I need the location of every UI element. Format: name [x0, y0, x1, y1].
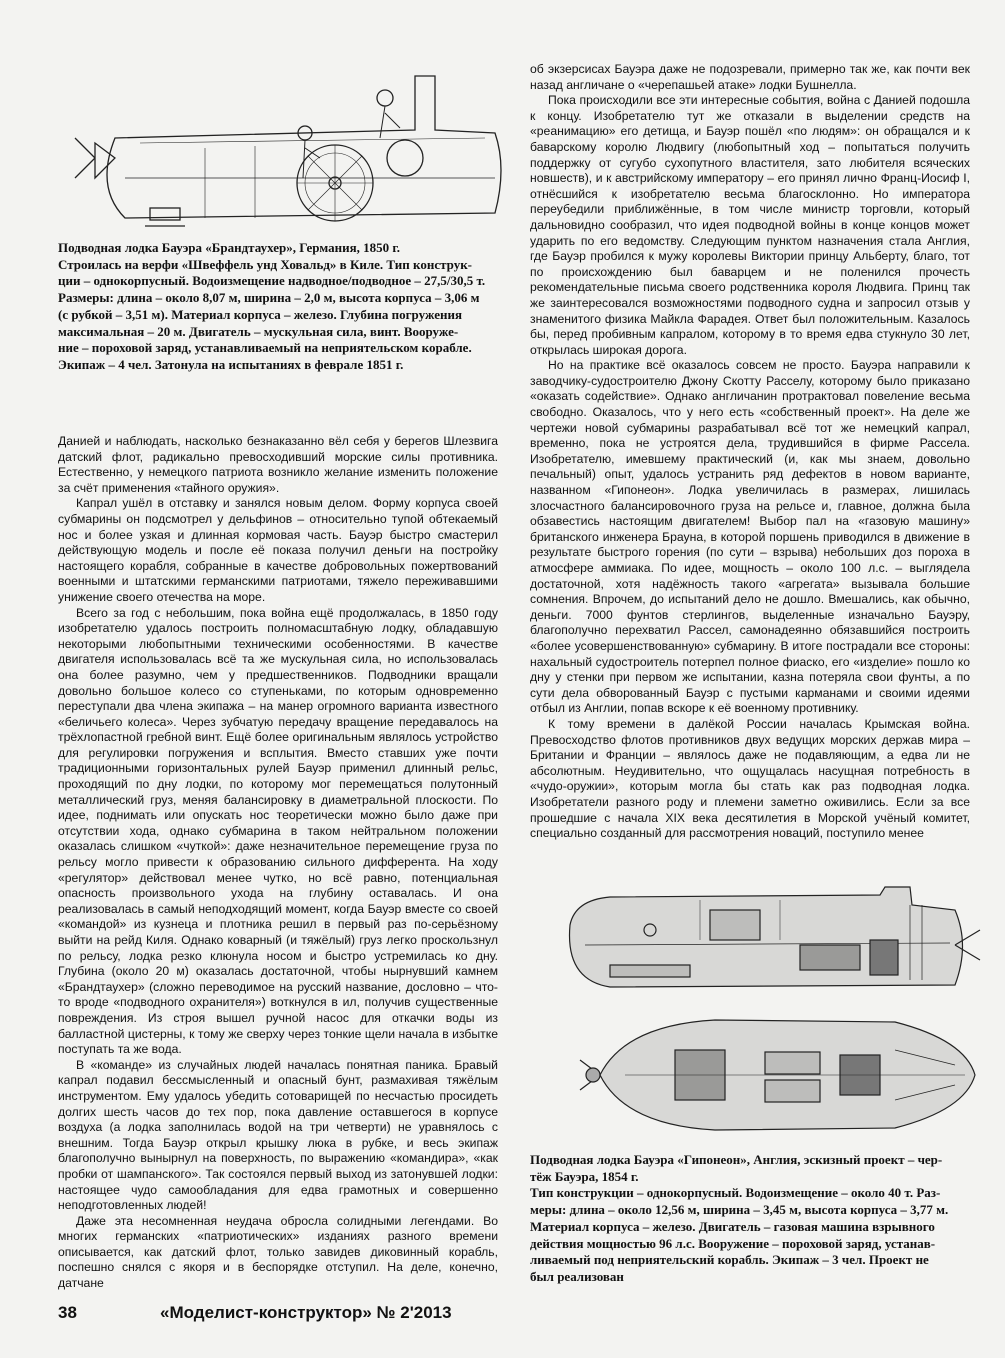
paragraph: В «команде» из случайных людей началась понятная паника. Бравый капрал подавил бессмысленный и опасный бунт, размахивая тяжёлым инструментом. Ему удалось убедить сотоварищей по несчастью просидеть долгих шесть часов до тех пор, пока давление оставшегося в корпусе воздуха (а лодка заполнилась водой на три четверти) не уравнялось с внешним. Тогда Бауэр открыл крышку люка в рубке, и весь экипаж благополучно вынырнул на поверхность, по выражению «командира», «как пробки от шампанского». Так состоялся первый выход из затонувшей лодки: настоящее чудо самообладания для едва грамотных и совершенно неподготовленных людей!: [58, 1057, 498, 1213]
caption-line: был реализован: [530, 1268, 624, 1284]
paragraph: Капрал ушёл в отставку и занялся новым делом. Форму корпуса своей субмарины он подсмотрел у дельфинов – относительно тупой обтекаемый нос и более узкая и длинная кормовая часть. Бауэр быстро смастерил действующую модель и после её показа получил деньги на постройку настоящего корабля, собранные в качестве добровольных пожертвований военными и штатскими германскими патриотами, тяжело переживавшими унижение своего отечества на море.: [58, 496, 498, 604]
hyponeon-caption: [530, 1152, 970, 1286]
caption-line: Строилась на верфи «Швеффель унд Ховальд» в Киле. Тип конструк-: [58, 256, 473, 272]
page-footer: [58, 1303, 498, 1327]
caption-line: максимальная – 20 м. Двигатель – мускульная сила, винт. Вооруже-: [58, 323, 459, 339]
caption-line: тёж Бауэра, 1854 г.: [530, 1168, 639, 1184]
paragraph: Даже эта несомненная неудача обросла солидными легендами. Во многих германских «патриотических» изданиях разного времени описывается, как датский флот, только завидев диковинный корабль, поспешно снялся с якоря и в беспорядке отступил. На деле, конечно, датчане: [58, 1213, 498, 1291]
hyponeon-top-drawing: [565, 1010, 985, 1140]
caption-line: Материал корпуса – железо. Двигатель – газовая машина взрывного: [530, 1218, 935, 1234]
hyponeon-side-drawing: [550, 885, 985, 1005]
caption-line: Подводная лодка Бауэра «Брандтаухер», Германия, 1850 г.: [58, 240, 401, 255]
caption-line: меры: длина – около 12,56 м, ширина – 3,45 м, высота корпуса – 3,77 м.: [530, 1202, 949, 1218]
brandtaucher-drawing: [55, 38, 510, 233]
caption-line: ции – однокорпусный. Водоизмещение надводное/подводное – 27,5/30,5 т.: [58, 273, 486, 289]
brandtaucher-caption: [58, 240, 498, 374]
caption-line: Экипаж – 4 чел. Затонула на испытаниях в феврале 1851 г.: [58, 356, 404, 372]
caption-line: Тип конструкции – однокорпусный. Водоизмещение – около 40 т. Раз-: [530, 1185, 941, 1201]
paragraph: Всего за год с небольшим, пока война ещё продолжалась, в 1850 году изобретателю удалось построить полномасштабную лодку, обладавшую некоторыми любопытными техническими особенностями. В качестве двигателя использовалась всё та же мускульная сила, но использовалась она более разумно, чем у предшественников. Подводники вращали довольно большое колесо со ступеньками, по которым одновременно переступали два члена экипажа – на манер огромного варианта известного «беличьего колеса». Через зубчатую передачу вращение передавалось на трёхлопастной гребной винт. Ещё более оригинальным являлось устройство для регулировки погружения и всплытия. Вместо ставших уже почти традиционными горизонтальных рулей Бауэр применил длинный рельс, проходящий по дну лодки, по которому мог перемещаться полутонный металлический груз, меняя балансировку в диаметральной плоскости. По идее, поднимать или опускать нос теоретически можно было даже при отсутствии хода, однако субмарина в таком нейтральном положении оказалась слишком «чуткой»: даже незначительное перемещение груза по рельсу могло привести к образованию сильного дифферента. На ходу «регулятор» действовал менее чутко, но всё равно, потенциальная опасность произвольного ухода на глубину оставалась. И она реализовалась в самый неподходящий момент, когда Бауэр вместе со своей «командой» из кузнеца и плотника решил в первый раз по-серьёзному выйти на рейд Киля. Однако коварный (и тяжёлый) груз легко проскользнул по рельсу, лодка резко клюнула носом и быстро устремилась ко дну. Глубина (около 20 м) оказалась достаточной, чтобы нырнувший камнем «Брандтаухер» (сложно переводимое на русский название, дословно – что-то вроде «подводного охранителя») воткнулся в ил, получив существенные повреждения. Из строя вышел ручной насос для откачки воды из балластной цистерны, к тому же сверху через тонкие щели начала в избытке поступать та же вода.: [58, 605, 498, 1057]
left-column: [58, 434, 498, 1292]
caption-line: Размеры: длина – около 8,07 м, ширина – 2,0 м, высота корпуса – 3,06 м: [58, 290, 480, 306]
paragraph: Пока происходили все эти интересные события, война с Данией подошла к концу. Изобретателю тут же отказали в выделении средств на «реанимацию» его детища, и Бауэр пошёл «по людям»: он обращался и к баварскому королю Людвигу (любопытный ход – попытаться получить поддержку от сугубо сухопутного властителя, зато любителя всяческих новшеств), и к австрийскому императору – его принял лично Франц-Иосиф I, отнёсшийся к изобретателю весьма благосклонно. Но императора переубедили приближённые, в том числе министр торговли, который дальновидно сообразил, что идея подводной войны в конце концов может ударить по его ведомству. Следующим пунктом назначения стала Англия, где Бауэр пробился к мужу королевы Виктории принцу Альберту, благо, тот по происхождению был баварцем и не поленился прочесть рекомендательные письма своего родственника короля Людвига. Принц так же заинтересовался возможностями подводного судна и запросил отзыв у знаменитого физика Майкла Фарадея. Ответ был положительным. Казалось бы, перед пробивным капралом, которому в то время едва стукнуло 30 лет, открылась широкая дорога.: [530, 93, 970, 357]
magazine-title: «Моделист-конструктор» № 2'2013: [160, 1303, 452, 1322]
page-number: 38: [58, 1303, 77, 1322]
paragraph: Данией и наблюдать, насколько безнаказанно вёл себя у берегов Шлезвига датский флот, радикально превосходивший морские силы противника. Естественно, у немецкого патриота возникло желание изменить положение за счёт применения «тайного оружия».: [58, 434, 498, 495]
paragraph: К тому времени в далёкой России началась Крымская война. Превосходство флотов противников двух ведущих морских держав мира – Британии и Франции – являлось даже не подавляющим, а едва ли не абсолютным. Неудивительно, что ощущалась насущная потребность в «чудо-оружии», которым могла бы стать как раз подводная лодка. Изобретатели разного роду и племени заметно оживились. Если за все прошедшие с начала XIX века десятилетия в Морской учёный комитет, специально созданный для рассмотрения новаций, поступило менее: [530, 716, 970, 841]
caption-line: действия мощностью 96 л.с. Вооружение – пороховой заряд, устанав-: [530, 1235, 936, 1251]
paragraph: Но на практике всё оказалось совсем не просто. Бауэра направили к заводчику-судостроителю Джону Скотту Расселу, которому было приказано «оказать содействие». Однако англичанин протрактовал повеление весьма свободно. Оказалось, что у него есть «собственный проект». На деле же чертежи новой субмарины разрабатывал всё тот же немецкий капрал, временно, пока не устроятся дела, трудившийся в фирме Рассела. Изобретателю, имевшему практический (и, как мы знаем, довольно печальный) опыт, удалось устранить ряд дефектов в новом варианте, названном «Гипонеон». Лодка увеличилась в размерах, лишилась злосчастного балансировочного груза на рельсе и, главное, должна была обзавестись настоящим двигателем! Выбор пал на «газовую машину» британского инженера Брауна, в которой поршень приводился в движение в результате быстрого горения (по сути – взрыва) небольших доз пороха в атмосфере аммиака. По идее, мощность – около 100 л.с. – выглядела достаточной, хотя надёжность такого «агрегата» вызывала большие сомнения. Впрочем, до испытаний дело не дошло. Вмешались, как обычно, деньги. 7000 фунтов стерлингов, выделенные изначально Бауэру, благополучно перехватил Рассел, самонадеянно обязавшийся построить «более усовершенствованную» субмарину. В итоге пострадали все стороны: нахальный судостроитель потерпел полное фиаско, его «изделие» пошло ко дну у стенки при первом же испытании, казна потеряла свои фунты, а по сути дела обворованный Бауэр с пустыми карманами и своими идеями отбыл из Англии, попав вскоре к её военному противнику.: [530, 358, 970, 716]
paragraph: об экзерсисах Бауэра даже не подозревали, примерно так же, как почти век назад англичане о «черепашьей атаке» лодки Бушнелла.: [530, 62, 970, 92]
right-column: [530, 62, 970, 842]
caption-line: ливаемый под неприятельский корабль. Экипаж – 3 чел. Проект не: [530, 1252, 929, 1268]
caption-line: (с рубкой – 3,51 м). Материал корпуса – железо. Глубина погружения: [58, 306, 462, 322]
caption-line: ние – пороховой заряд, устанавливаемый на неприятельском корабле.: [58, 340, 472, 356]
caption-line: Подводная лодка Бауэра «Гипонеон», Англия, эскизный проект – чер-: [530, 1152, 943, 1167]
